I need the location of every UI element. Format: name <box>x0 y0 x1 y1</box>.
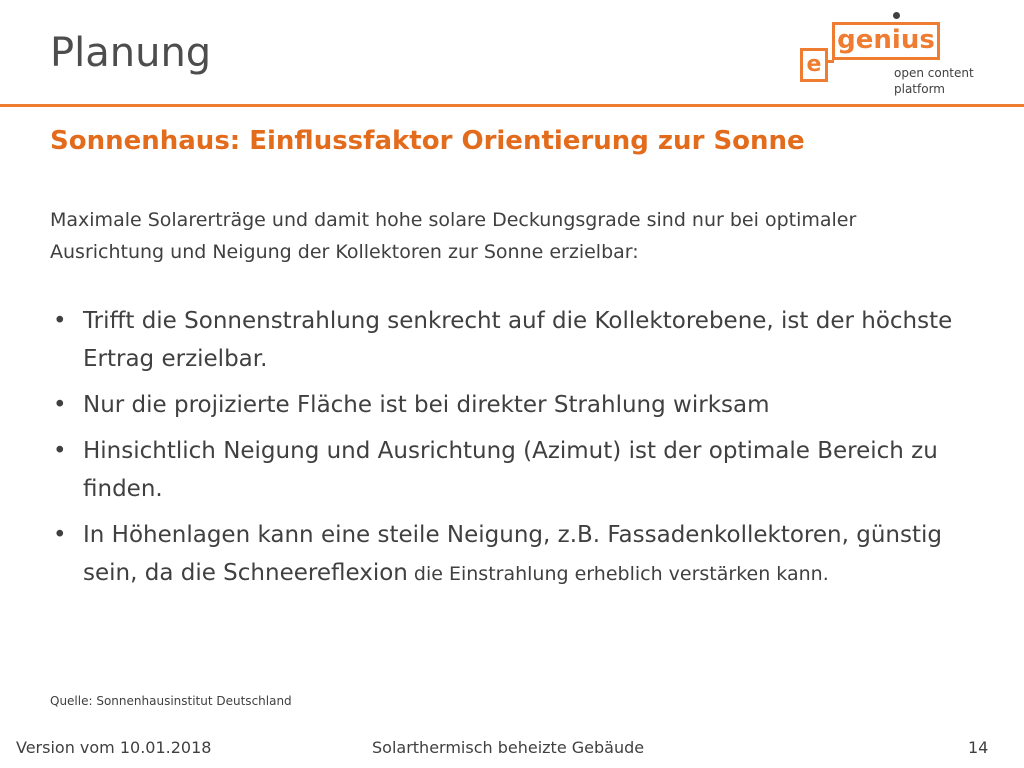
bullet-text: Nur die projizierte Fläche ist bei direkter Strahlung wirksam <box>83 392 770 418</box>
slide-subtitle: Sonnenhaus: Einflussfaktor Orientierung zur Sonne <box>50 126 805 156</box>
bullet-text: In Höhenlagen kann eine steile Neigung, z.B. Fassadenkollektoren, günstig sein, da die Schneereflexion <box>83 522 942 586</box>
bullet-item <box>50 302 970 378</box>
bullet-marker: • <box>53 392 67 418</box>
bullet-text: Hinsichtlich Neigung und Ausrichtung (Azimut) ist der optimale Bereich zu finden. <box>83 438 938 502</box>
bullet-text-small: die Einstrahlung erheblich verstärken kann. <box>407 563 829 585</box>
bullet-text: Trifft die Sonnenstrahlung senkrecht auf die Kollektorebene, ist der höchste Ertrag erzielbar. <box>83 308 953 372</box>
intro-paragraph: Maximale Solarerträge und damit hohe solare Deckungsgrade sind nur bei optimaler Ausrichtung und Neigung der Kollektoren zur Sonne erzielbar: <box>50 209 857 263</box>
egenius-logo <box>796 10 996 100</box>
page-title: Planung <box>50 30 212 76</box>
page-number: 14 <box>968 738 989 757</box>
logo-word: genius <box>832 22 940 60</box>
header-divider <box>0 104 1024 107</box>
logo-dot <box>893 12 900 19</box>
bullet-marker: • <box>53 308 67 334</box>
bullet-list <box>50 302 970 601</box>
footer-topic: Solarthermisch beheizte Gebäude <box>372 738 645 757</box>
bullet-marker: • <box>53 522 67 548</box>
bullet-item <box>50 516 970 593</box>
bullet-item <box>50 386 970 424</box>
logo-e-letter: e <box>800 48 828 82</box>
footer-version: Version vom 10.01.2018 <box>16 738 212 757</box>
bullet-marker: • <box>53 438 67 464</box>
logo-tagline-line2: platform <box>894 82 945 96</box>
logo-connector <box>828 60 834 63</box>
logo-tagline-line1: open content <box>894 66 974 80</box>
source-citation: Quelle: Sonnenhausinstitut Deutschland <box>50 694 292 708</box>
bullet-item <box>50 432 970 508</box>
